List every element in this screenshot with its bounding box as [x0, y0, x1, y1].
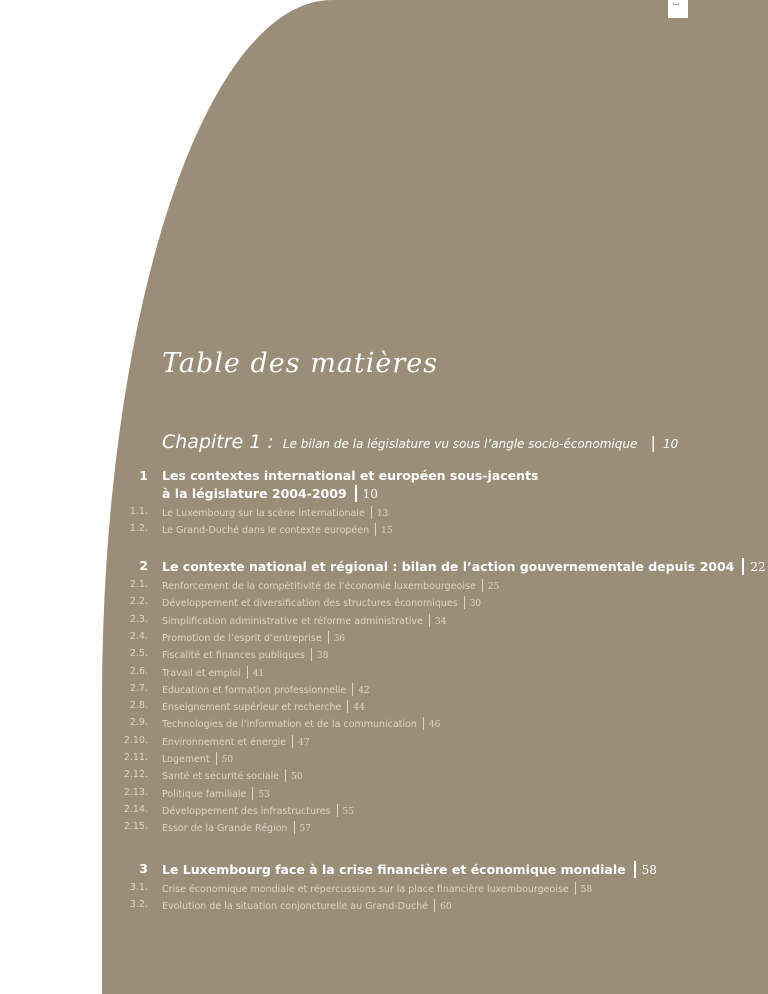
toc-item-row: [0, 680, 768, 697]
page-separator: [252, 787, 253, 800]
page-separator: [482, 579, 483, 592]
item-number: 2.9.: [129, 717, 148, 729]
chapter-title: Le bilan de la législature vu sous l’angle socio-économique: [282, 437, 638, 451]
page-separator: [575, 882, 576, 895]
page-separator: [375, 523, 376, 536]
item-number: 2.14.: [123, 803, 148, 815]
item-page: 57: [299, 824, 311, 835]
item-number: 2.2.: [129, 596, 148, 608]
page-separator: [352, 683, 353, 696]
item-number: 2.6.: [129, 665, 148, 677]
toc-item-row: [0, 645, 768, 662]
item-title: Travail et emploi 41: [162, 667, 265, 679]
section-heading-row: [0, 468, 768, 485]
item-title: Politique familiale 53: [162, 788, 270, 800]
toc-item-row: [0, 520, 768, 537]
item-page: 47: [298, 737, 310, 748]
section-number: 1: [139, 468, 148, 483]
page-separator: [429, 614, 430, 627]
item-number: 2.15.: [123, 821, 148, 833]
toc-title: Table des matières: [162, 348, 439, 379]
page-separator: [634, 861, 636, 878]
toc-item-row: [0, 503, 768, 520]
item-title: Environnement et énergie 47: [162, 736, 310, 748]
chapter-heading: [162, 431, 678, 453]
page-separator: [371, 506, 372, 519]
item-number: 2.7.: [129, 682, 148, 694]
item-title: Crise économique mondiale et répercussions sur la place financière luxembourgeoise 58: [162, 884, 593, 895]
item-title: Renforcement de la compétitivité de l’économie luxembourgeoise 25: [162, 581, 500, 592]
section-title: Le Luxembourg face à la crise financière et économique mondiale 58: [162, 862, 657, 877]
page-separator: [742, 558, 744, 575]
item-page: 46: [428, 720, 441, 731]
item-title: Promotion de l’esprit d’entreprise 36: [162, 632, 346, 644]
chapter-label: Chapitre 1 :: [162, 431, 274, 453]
section-page: 10: [362, 487, 378, 501]
section-heading-row: [0, 485, 768, 502]
page-separator: [464, 596, 465, 609]
page-separator: [292, 735, 293, 748]
item-title: Santé et sécurité sociale 50: [162, 771, 303, 783]
item-title: Education et formation professionnelle 42: [162, 684, 370, 696]
item-title: Fiscalité et finances publiques 38: [162, 650, 329, 662]
chapter-page: 10: [662, 437, 679, 451]
item-title: Technologies de l’information et de la communication 46: [162, 719, 441, 731]
chapter-separator: |: [650, 433, 656, 452]
page-number-tab: [668, 0, 688, 18]
page-separator: [337, 804, 338, 817]
page-separator: [216, 752, 217, 765]
item-number: 2.12.: [123, 769, 148, 781]
item-page: 15: [381, 526, 393, 537]
page-separator: [434, 899, 435, 912]
page-separator: [355, 485, 357, 502]
section-title: Les contextes international et européen sous-jacents: [162, 468, 539, 483]
item-title: Développement des infrastructures 55: [162, 805, 354, 817]
item-number: 3.1.: [129, 882, 148, 893]
item-number: 2.8.: [129, 700, 148, 712]
item-title: Simplification administrative et réforme administrative 34: [162, 615, 447, 627]
item-page: 30: [469, 599, 482, 610]
item-page: 50: [221, 755, 234, 765]
toc-item-row: [0, 611, 768, 628]
item-page: 36: [333, 633, 346, 644]
toc-item-row: [0, 896, 768, 913]
item-number: 2.3.: [129, 613, 148, 625]
section-number: 2: [139, 558, 148, 573]
item-number: 2.4.: [129, 630, 148, 642]
item-number: 2.5.: [129, 648, 148, 660]
item-number: 2.1.: [129, 579, 148, 590]
item-page: 60: [440, 902, 452, 913]
item-page: 13: [376, 509, 389, 519]
toc-item-row: [0, 766, 768, 783]
item-page: 41: [252, 668, 265, 679]
item-title: Enseignement supérieur et recherche 44: [162, 702, 365, 714]
page-separator: [294, 821, 295, 834]
toc-item-row: [0, 749, 768, 766]
toc-item-row: [0, 732, 768, 749]
toc-item-row: [0, 593, 768, 610]
item-page: 34: [434, 616, 447, 627]
item-page: 58: [580, 885, 593, 895]
page-separator: [285, 769, 286, 782]
item-page: 53: [258, 789, 270, 800]
page-separator: [347, 700, 348, 713]
item-page: 50: [291, 772, 303, 783]
page-number: 1: [671, 2, 680, 8]
item-page: 55: [342, 806, 354, 817]
section-title: Le contexte national et régional : bilan de l’action gouvernementale depuis 2004 22: [162, 559, 766, 574]
section-page: 58: [641, 863, 657, 877]
toc-item-row: [0, 576, 768, 593]
toc-item-row: [0, 628, 768, 645]
item-title: Le Luxembourg sur la scène internationale 13: [162, 508, 389, 519]
item-title: Essor de la Grande Région 57: [162, 823, 311, 835]
item-number: 2.13.: [123, 786, 148, 798]
page-separator: [311, 648, 312, 661]
item-number: 1.1.: [129, 506, 148, 517]
section-heading-row: [0, 861, 768, 878]
item-number: 3.2.: [129, 899, 148, 911]
toc-item-row: [0, 784, 768, 801]
toc-item-row: [0, 663, 768, 680]
section-number: 3: [139, 861, 148, 876]
item-title: Le Grand-Duché dans le contexte européen 15: [162, 525, 393, 537]
item-title: Evolution de la situation conjoncturelle au Grand-Duché 60: [162, 901, 452, 913]
item-page: 44: [353, 703, 365, 714]
item-title: Développement et diversification des structures économiques 30: [162, 598, 482, 610]
item-page: 25: [487, 582, 500, 592]
page-separator: [423, 717, 424, 730]
section-title: à la législature 2004-2009 10: [162, 486, 378, 501]
page-separator: [328, 631, 329, 644]
toc-item-row: [0, 818, 768, 835]
item-number: 2.11.: [123, 752, 148, 763]
item-number: 1.2.: [129, 523, 148, 535]
toc-item-row: [0, 697, 768, 714]
section-heading-row: [0, 558, 768, 575]
toc-item-row: [0, 714, 768, 731]
toc-item-row: [0, 801, 768, 818]
item-number: 2.10.: [123, 734, 148, 746]
toc-item-row: [0, 879, 768, 896]
page-separator: [247, 666, 248, 679]
item-page: 42: [358, 685, 370, 696]
item-title: Logement 50: [162, 754, 234, 765]
item-page: 38: [316, 651, 329, 662]
section-page: 22: [750, 560, 766, 574]
